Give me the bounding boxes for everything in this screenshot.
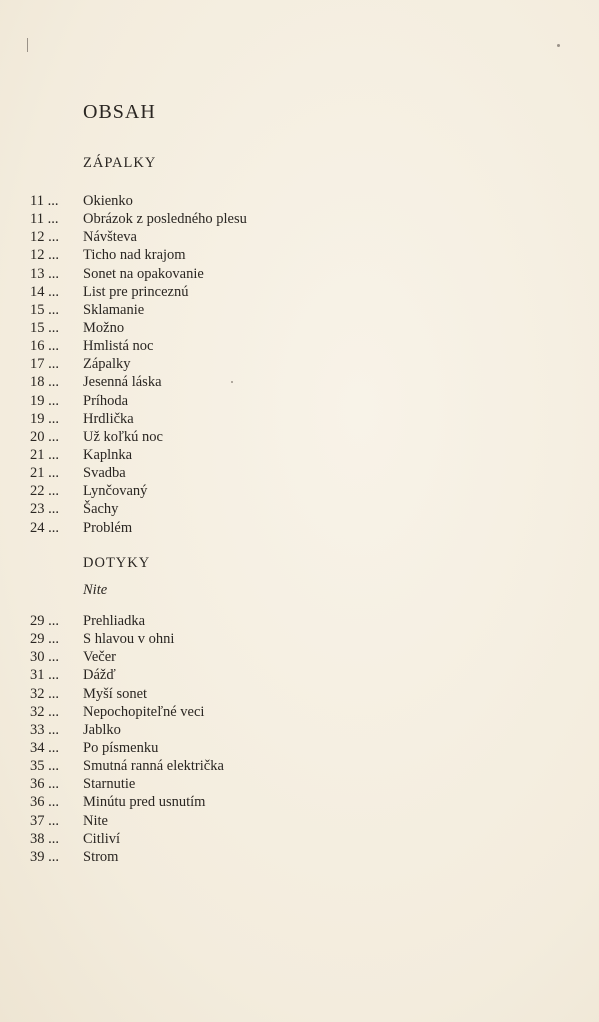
toc-entry-page-number bbox=[30, 685, 83, 703]
toc-page-number: 31 bbox=[30, 667, 45, 684]
toc-page-number: 24 bbox=[30, 519, 45, 536]
toc-page-number: 17 bbox=[30, 356, 45, 373]
toc-list-dotyky bbox=[30, 612, 224, 866]
toc-page-number: 39 bbox=[30, 848, 45, 865]
toc-entry-title: Myší sonet bbox=[83, 685, 148, 702]
toc-leader-dots: ... bbox=[48, 319, 59, 336]
toc-entry bbox=[30, 775, 224, 793]
toc-entry-title: Obrázok z posledného plesu bbox=[83, 211, 247, 228]
toc-entry-page-number bbox=[30, 228, 83, 246]
toc-entry bbox=[30, 210, 247, 228]
toc-leader-dots: ... bbox=[48, 667, 59, 684]
toc-entry-page-number bbox=[30, 648, 83, 666]
toc-entry-title: Návšteva bbox=[83, 229, 137, 246]
toc-entry-title: Citliví bbox=[83, 830, 121, 847]
toc-leader-dots: ... bbox=[48, 776, 59, 793]
paper-speck bbox=[557, 44, 560, 47]
toc-page-number: 33 bbox=[30, 721, 45, 738]
toc-leader-dots: ... bbox=[48, 428, 59, 445]
toc-entry-title: Sonet na opakovanie bbox=[83, 265, 204, 282]
toc-page-number: 34 bbox=[30, 739, 45, 756]
toc-page-number: 18 bbox=[30, 374, 45, 391]
toc-page-number: 22 bbox=[30, 483, 45, 500]
toc-entry bbox=[30, 739, 224, 757]
toc-entry-page-number bbox=[30, 848, 83, 866]
toc-entry-page-number bbox=[30, 428, 83, 446]
toc-entry bbox=[30, 830, 224, 848]
toc-page-number: 29 bbox=[30, 613, 45, 629]
toc-entry bbox=[30, 446, 247, 464]
toc-entry-title: Zápalky bbox=[83, 356, 131, 373]
toc-entry-title: Po písmenku bbox=[83, 739, 159, 756]
toc-entry-page-number bbox=[30, 830, 83, 848]
toc-leader-dots: ... bbox=[48, 631, 59, 648]
toc-entry-page-number bbox=[30, 410, 83, 428]
toc-entry bbox=[30, 482, 247, 500]
toc-entry-page-number bbox=[30, 612, 83, 630]
toc-entry-title: Hmlistá noc bbox=[83, 338, 154, 355]
toc-entry bbox=[30, 519, 247, 537]
toc-page-number: 23 bbox=[30, 501, 45, 518]
toc-entry-page-number bbox=[30, 482, 83, 500]
toc-leader-dots: ... bbox=[48, 848, 59, 865]
toc-entry-title: Lynčovaný bbox=[83, 483, 148, 500]
toc-page-number: 21 bbox=[30, 465, 45, 482]
toc-entry bbox=[30, 685, 224, 703]
toc-entry bbox=[30, 666, 224, 684]
toc-entry bbox=[30, 812, 224, 830]
toc-entry bbox=[30, 265, 247, 283]
toc-leader-dots: ... bbox=[48, 265, 59, 282]
toc-leader-dots: ... bbox=[48, 812, 59, 829]
toc-entry-page-number bbox=[30, 210, 83, 228]
toc-page-number: 29 bbox=[30, 631, 45, 648]
toc-leader-dots: ... bbox=[48, 356, 59, 373]
toc-entry bbox=[30, 648, 224, 666]
toc-entry-page-number bbox=[30, 775, 83, 793]
toc-leader-dots: ... bbox=[48, 229, 59, 246]
toc-entry-title: S hlavou v ohni bbox=[83, 631, 175, 648]
toc-leader-dots: ... bbox=[48, 703, 59, 720]
toc-entry-page-number bbox=[30, 319, 83, 337]
toc-entry bbox=[30, 192, 247, 210]
toc-entry-page-number bbox=[30, 464, 83, 482]
toc-entry bbox=[30, 392, 247, 410]
toc-entry-title: Kaplnka bbox=[83, 446, 133, 463]
toc-page-number: 20 bbox=[30, 428, 45, 445]
toc-entry-title: Nepochopiteľné veci bbox=[83, 703, 205, 720]
toc-entry-page-number bbox=[30, 283, 83, 301]
toc-leader-dots: ... bbox=[48, 758, 59, 775]
toc-entry-page-number bbox=[30, 301, 83, 319]
toc-entry-title: Ticho nad krajom bbox=[83, 247, 186, 264]
toc-page-number: 15 bbox=[30, 301, 45, 318]
toc-page-number: 19 bbox=[30, 392, 45, 409]
toc-leader-dots: ... bbox=[47, 211, 59, 228]
toc-entry-page-number bbox=[30, 500, 83, 518]
toc-page-number: 21 bbox=[30, 446, 45, 463]
paper-speck bbox=[27, 38, 28, 52]
toc-page-number: 32 bbox=[30, 685, 45, 702]
toc-leader-dots: ... bbox=[48, 721, 59, 738]
toc-entry-title: Okienko bbox=[83, 193, 133, 209]
toc-entry bbox=[30, 757, 224, 775]
toc-entry-page-number bbox=[30, 812, 83, 830]
toc-page-number: 15 bbox=[30, 319, 45, 336]
toc-entry bbox=[30, 301, 247, 319]
toc-entry bbox=[30, 337, 247, 355]
toc-leader-dots: ... bbox=[48, 830, 59, 847]
toc-entry-title: Jablko bbox=[83, 721, 121, 738]
toc-page-number: 30 bbox=[30, 649, 45, 666]
toc-page-number: 19 bbox=[30, 410, 45, 427]
toc-entry-title: Príhoda bbox=[83, 392, 129, 409]
toc-page-number: 12 bbox=[30, 247, 45, 264]
toc-entry-title: Nite bbox=[83, 812, 108, 829]
toc-entry-page-number bbox=[30, 666, 83, 684]
toc-entry-title: Hrdlička bbox=[83, 410, 134, 427]
toc-entry-title: Večer bbox=[83, 649, 117, 666]
toc-page-number: 11 bbox=[30, 211, 44, 228]
toc-list-zapalky bbox=[30, 192, 247, 537]
toc-entry-title: Smutná ranná električka bbox=[83, 758, 224, 775]
toc-entry-page-number bbox=[30, 630, 83, 648]
toc-entry-page-number bbox=[30, 265, 83, 283]
toc-leader-dots: ... bbox=[48, 410, 59, 427]
toc-page-number: 38 bbox=[30, 830, 45, 847]
toc-entry bbox=[30, 630, 224, 648]
toc-entry bbox=[30, 721, 224, 739]
toc-page-number: 16 bbox=[30, 338, 45, 355]
toc-entry-title: Jesenná láska bbox=[83, 374, 162, 391]
toc-entry-page-number bbox=[30, 337, 83, 355]
toc-entry-page-number bbox=[30, 757, 83, 775]
toc-leader-dots: ... bbox=[48, 283, 59, 300]
toc-entry-page-number bbox=[30, 373, 83, 391]
toc-entry bbox=[30, 410, 247, 428]
toc-entry-page-number bbox=[30, 392, 83, 410]
toc-entry bbox=[30, 283, 247, 301]
toc-entry bbox=[30, 428, 247, 446]
toc-leader-dots: ... bbox=[48, 501, 59, 518]
toc-leader-dots: ... bbox=[47, 193, 59, 209]
toc-page-number: 32 bbox=[30, 703, 45, 720]
toc-entry bbox=[30, 355, 247, 373]
toc-leader-dots: ... bbox=[48, 739, 59, 756]
toc-entry-title: Minútu pred usnutím bbox=[83, 794, 206, 811]
toc-entry bbox=[30, 319, 247, 337]
toc-page-number: 11 bbox=[30, 193, 44, 209]
toc-leader-dots: ... bbox=[48, 483, 59, 500]
toc-entry-title: Problém bbox=[83, 519, 133, 536]
section-heading-zapalky: ZÁPALKY bbox=[83, 155, 157, 171]
toc-leader-dots: ... bbox=[48, 649, 59, 666]
toc-leader-dots: ... bbox=[48, 374, 59, 391]
toc-entry-title: Strom bbox=[83, 848, 119, 865]
toc-leader-dots: ... bbox=[48, 338, 59, 355]
toc-page-number: 37 bbox=[30, 812, 45, 829]
toc-entry-page-number bbox=[30, 721, 83, 739]
toc-page-number: 36 bbox=[30, 776, 45, 793]
toc-leader-dots: ... bbox=[48, 301, 59, 318]
toc-leader-dots: ... bbox=[48, 465, 59, 482]
page-title: OBSAH bbox=[83, 101, 156, 123]
toc-entry-title: Dážď bbox=[83, 667, 116, 684]
toc-entry-page-number bbox=[30, 739, 83, 757]
toc-entry bbox=[30, 246, 247, 264]
toc-entry-page-number bbox=[30, 192, 83, 210]
toc-entry-page-number bbox=[30, 703, 83, 721]
toc-entry bbox=[30, 500, 247, 518]
toc-entry-title: List pre princeznú bbox=[83, 283, 189, 300]
toc-entry bbox=[30, 228, 247, 246]
toc-leader-dots: ... bbox=[48, 685, 59, 702]
toc-leader-dots: ... bbox=[48, 247, 59, 264]
toc-leader-dots: ... bbox=[48, 392, 59, 409]
toc-entry-title: Už koľkú noc bbox=[83, 428, 163, 445]
toc-leader-dots: ... bbox=[48, 794, 59, 811]
toc-page-number: 14 bbox=[30, 283, 45, 300]
toc-page-number: 35 bbox=[30, 758, 45, 775]
toc-leader-dots: ... bbox=[48, 519, 59, 536]
toc-page-number: 36 bbox=[30, 794, 45, 811]
toc-entry-title: Starnutie bbox=[83, 776, 136, 793]
toc-leader-dots: ... bbox=[48, 446, 59, 463]
toc-entry-page-number bbox=[30, 246, 83, 264]
toc-entry-title: Šachy bbox=[83, 501, 119, 518]
toc-entry bbox=[30, 793, 224, 811]
toc-entry-title: Možno bbox=[83, 319, 125, 336]
toc-page-number: 13 bbox=[30, 265, 45, 282]
toc-entry-page-number bbox=[30, 793, 83, 811]
toc-entry-title: Svadba bbox=[83, 465, 126, 482]
toc-entry-title: Sklamanie bbox=[83, 301, 145, 318]
toc-entry-page-number bbox=[30, 519, 83, 537]
toc-entry-page-number bbox=[30, 355, 83, 373]
toc-leader-dots: ... bbox=[48, 613, 59, 629]
toc-entry bbox=[30, 464, 247, 482]
toc-entry-title: Prehliadka bbox=[83, 613, 146, 629]
toc-entry-page-number bbox=[30, 446, 83, 464]
section-heading-dotyky: DOTYKY bbox=[83, 555, 151, 571]
toc-page-number: 12 bbox=[30, 229, 45, 246]
subsection-heading-nite: Nite bbox=[83, 582, 108, 598]
toc-entry bbox=[30, 612, 224, 630]
toc-entry bbox=[30, 703, 224, 721]
toc-entry bbox=[30, 848, 224, 866]
toc-entry bbox=[30, 373, 247, 391]
